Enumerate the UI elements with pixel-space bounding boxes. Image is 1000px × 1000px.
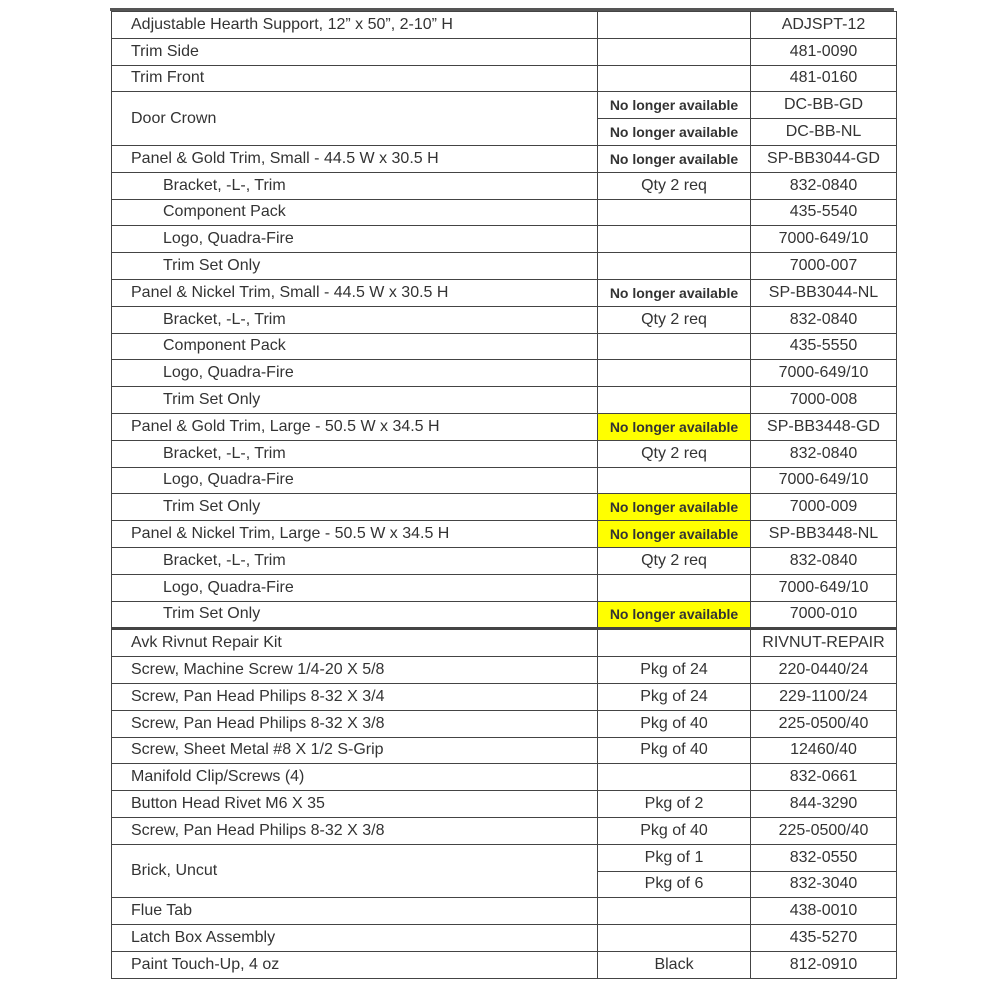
part-number: 435-5550 xyxy=(751,333,897,360)
part-description: Screw, Sheet Metal #8 X 1/2 S-Grip xyxy=(112,737,598,764)
part-number: 832-0840 xyxy=(751,547,897,574)
availability-note: No longer available xyxy=(598,494,751,521)
part-number: 812-0910 xyxy=(751,951,897,978)
quantity-note xyxy=(598,629,751,657)
part-number: 7000-649/10 xyxy=(751,360,897,387)
table-row xyxy=(112,306,897,333)
part-number: 7000-649/10 xyxy=(751,574,897,601)
quantity-note xyxy=(598,253,751,280)
table-row xyxy=(112,65,897,92)
table-row xyxy=(112,657,897,684)
part-number: ADJSPT-12 xyxy=(751,12,897,39)
quantity-note xyxy=(598,12,751,39)
part-description: Flue Tab xyxy=(112,898,598,925)
quantity-note xyxy=(598,387,751,414)
availability-note: No longer available xyxy=(598,279,751,306)
availability-note: No longer available xyxy=(598,413,751,440)
part-number: 220-0440/24 xyxy=(751,657,897,684)
part-description: Door Crown xyxy=(112,92,598,146)
part-description: Trim Set Only xyxy=(112,601,598,629)
table-row xyxy=(112,413,897,440)
part-description: Trim Set Only xyxy=(112,387,598,414)
table-row xyxy=(112,791,897,818)
quantity-note: Pkg of 2 xyxy=(598,791,751,818)
part-description: Avk Rivnut Repair Kit xyxy=(112,629,598,657)
quantity-note: Qty 2 req xyxy=(598,172,751,199)
part-number: 7000-007 xyxy=(751,253,897,280)
part-number: SP-BB3448-GD xyxy=(751,413,897,440)
quantity-note: Pkg of 1 xyxy=(598,844,751,871)
availability-note: No longer available xyxy=(598,119,751,146)
part-description: Bracket, -L-, Trim xyxy=(112,306,598,333)
table-row xyxy=(112,844,897,871)
part-number: 481-0160 xyxy=(751,65,897,92)
quantity-note: Pkg of 40 xyxy=(598,737,751,764)
quantity-note xyxy=(598,333,751,360)
quantity-note: Pkg of 40 xyxy=(598,710,751,737)
table-row xyxy=(112,333,897,360)
table-row xyxy=(112,38,897,65)
part-description: Panel & Gold Trim, Small - 44.5 W x 30.5 H xyxy=(112,145,598,172)
table-row xyxy=(112,387,897,414)
part-number: 229-1100/24 xyxy=(751,683,897,710)
quantity-note: Pkg of 6 xyxy=(598,871,751,898)
part-number: 832-0840 xyxy=(751,440,897,467)
part-number: 844-3290 xyxy=(751,791,897,818)
part-number: 832-0840 xyxy=(751,306,897,333)
part-description: Screw, Pan Head Philips 8-32 X 3/8 xyxy=(112,710,598,737)
part-description: Panel & Nickel Trim, Large - 50.5 W x 34.5 H xyxy=(112,521,598,548)
quantity-note: Qty 2 req xyxy=(598,547,751,574)
part-description: Screw, Machine Screw 1/4-20 X 5/8 xyxy=(112,657,598,684)
table-row xyxy=(112,898,897,925)
quantity-note: Qty 2 req xyxy=(598,306,751,333)
availability-note: No longer available xyxy=(598,145,751,172)
table-row xyxy=(112,440,897,467)
part-number: 435-5540 xyxy=(751,199,897,226)
part-number: SP-BB3044-NL xyxy=(751,279,897,306)
quantity-note: Black xyxy=(598,951,751,978)
quantity-note xyxy=(598,467,751,494)
quantity-note xyxy=(598,764,751,791)
part-number: 225-0500/40 xyxy=(751,710,897,737)
part-number: 435-5270 xyxy=(751,925,897,952)
parts-table xyxy=(111,11,897,979)
table-row xyxy=(112,951,897,978)
table-row xyxy=(112,145,897,172)
part-description: Logo, Quadra-Fire xyxy=(112,574,598,601)
quantity-note: Pkg of 40 xyxy=(598,817,751,844)
table-row xyxy=(112,574,897,601)
part-description: Screw, Pan Head Philips 8-32 X 3/4 xyxy=(112,683,598,710)
table-row xyxy=(112,764,897,791)
quantity-note xyxy=(598,199,751,226)
table-row xyxy=(112,12,897,39)
part-number: 7000-009 xyxy=(751,494,897,521)
part-description: Button Head Rivet M6 X 35 xyxy=(112,791,598,818)
table-row xyxy=(112,521,897,548)
part-number: 7000-649/10 xyxy=(751,467,897,494)
table-row xyxy=(112,360,897,387)
part-number: 438-0010 xyxy=(751,898,897,925)
table-row xyxy=(112,279,897,306)
table-row xyxy=(112,683,897,710)
part-number: 225-0500/40 xyxy=(751,817,897,844)
part-number: RIVNUT-REPAIR xyxy=(751,629,897,657)
quantity-note xyxy=(598,898,751,925)
part-description: Logo, Quadra-Fire xyxy=(112,226,598,253)
part-number: 7000-010 xyxy=(751,601,897,629)
part-description: Trim Set Only xyxy=(112,494,598,521)
table-row xyxy=(112,925,897,952)
part-number: 832-0550 xyxy=(751,844,897,871)
part-number: DC-BB-GD xyxy=(751,92,897,119)
part-number: 7000-008 xyxy=(751,387,897,414)
part-number: 481-0090 xyxy=(751,38,897,65)
table-row xyxy=(112,226,897,253)
availability-note: No longer available xyxy=(598,601,751,629)
part-description: Screw, Pan Head Philips 8-32 X 3/8 xyxy=(112,817,598,844)
part-description: Manifold Clip/Screws (4) xyxy=(112,764,598,791)
part-description: Bracket, -L-, Trim xyxy=(112,547,598,574)
quantity-note xyxy=(598,38,751,65)
quantity-note xyxy=(598,65,751,92)
quantity-note: Pkg of 24 xyxy=(598,683,751,710)
part-description: Paint Touch-Up, 4 oz xyxy=(112,951,598,978)
part-description: Logo, Quadra-Fire xyxy=(112,360,598,387)
quantity-note: Pkg of 24 xyxy=(598,657,751,684)
part-description: Trim Front xyxy=(112,65,598,92)
quantity-note xyxy=(598,226,751,253)
part-description: Latch Box Assembly xyxy=(112,925,598,952)
table-row xyxy=(112,737,897,764)
part-number: 12460/40 xyxy=(751,737,897,764)
part-description: Trim Side xyxy=(112,38,598,65)
part-description: Bracket, -L-, Trim xyxy=(112,440,598,467)
part-number: DC-BB-NL xyxy=(751,119,897,146)
part-description: Bracket, -L-, Trim xyxy=(112,172,598,199)
table-row xyxy=(112,92,897,119)
table-row xyxy=(112,172,897,199)
table-row xyxy=(112,467,897,494)
table-row xyxy=(112,710,897,737)
availability-note: No longer available xyxy=(598,521,751,548)
quantity-note xyxy=(598,925,751,952)
part-number: 832-3040 xyxy=(751,871,897,898)
availability-note: No longer available xyxy=(598,92,751,119)
table-row xyxy=(112,547,897,574)
table-row xyxy=(112,199,897,226)
part-description: Component Pack xyxy=(112,333,598,360)
part-description: Panel & Nickel Trim, Small - 44.5 W x 30.5 H xyxy=(112,279,598,306)
part-number: SP-BB3044-GD xyxy=(751,145,897,172)
part-number: 7000-649/10 xyxy=(751,226,897,253)
part-description: Component Pack xyxy=(112,199,598,226)
part-description: Adjustable Hearth Support, 12” x 50”, 2-10” H xyxy=(112,12,598,39)
part-number: 832-0661 xyxy=(751,764,897,791)
table-row xyxy=(112,601,897,629)
part-number: 832-0840 xyxy=(751,172,897,199)
part-description: Panel & Gold Trim, Large - 50.5 W x 34.5 H xyxy=(112,413,598,440)
part-number: SP-BB3448-NL xyxy=(751,521,897,548)
quantity-note xyxy=(598,574,751,601)
part-description: Logo, Quadra-Fire xyxy=(112,467,598,494)
table-row xyxy=(112,817,897,844)
part-description: Brick, Uncut xyxy=(112,844,598,898)
quantity-note xyxy=(598,360,751,387)
part-description: Trim Set Only xyxy=(112,253,598,280)
quantity-note: Qty 2 req xyxy=(598,440,751,467)
table-row xyxy=(112,494,897,521)
table-row xyxy=(112,629,897,657)
table-row xyxy=(112,253,897,280)
